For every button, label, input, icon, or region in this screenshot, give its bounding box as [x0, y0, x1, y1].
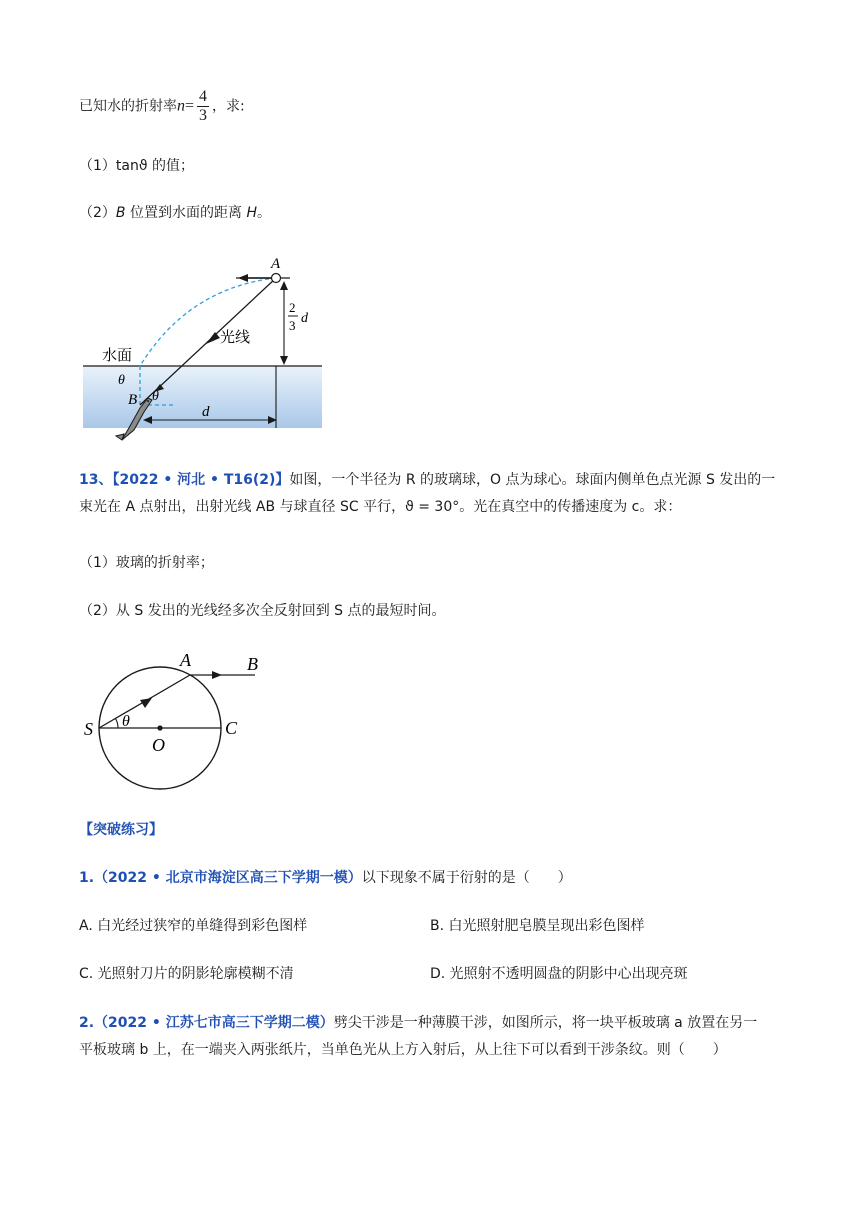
center-O-dot [157, 725, 162, 730]
label-C: C [225, 718, 238, 738]
q12-part2-mid: 位置到水面的距离 [125, 205, 247, 221]
p1-stem [79, 868, 572, 888]
label-theta-B: θ [152, 389, 159, 404]
label-theta: θ [122, 713, 130, 730]
p1-option-A: A. 白光经过狭窄的单缝得到彩色图样 [79, 918, 308, 934]
label-B: B [247, 654, 258, 674]
fraction-denominator: 3 [199, 107, 208, 124]
label-fraction-num: 2 [289, 300, 296, 315]
q13-line1: 如图，一个半径为 R 的玻璃球，O 点为球心。球面内侧单色点光源 S 发出的一 [289, 472, 776, 488]
label-water-surface: 水面 [102, 346, 133, 364]
q13-part2: （2）从 S 发出的光线经多次全反射回到 S 点的最短时间。 [79, 603, 446, 619]
q12-known-line [79, 88, 245, 125]
p2-source: 2.（2022 • 江苏七市高三下学期二模） [79, 1015, 334, 1031]
label-fraction-den: 3 [289, 318, 296, 333]
p2-line2: 平板玻璃 b 上，在一端夹入两张纸片，当单色光从上方入射后，从上往下可以看到干涉条纹。则（ ） [79, 1042, 727, 1058]
label-S: S [84, 719, 93, 739]
p1-source: 1.（2022 • 北京市海淀区高三下学期一模） [79, 870, 362, 886]
q13-line2: 束光在 A 点射出，出射光线 AB 与球直径 SC 平行，ϑ = 30°。光在真空中的传播速度为 c。求： [79, 499, 682, 515]
q12-part2-pre: （2） [79, 205, 116, 221]
label-light: 光线 [220, 328, 251, 346]
label-O: O [152, 735, 165, 755]
q12-part2-H: H [246, 205, 257, 221]
point-A-marker [272, 274, 281, 283]
label-fraction-d: d [301, 311, 308, 326]
label-theta-surface: θ [118, 373, 125, 388]
light-ray-arrowhead-upper [206, 332, 220, 344]
label-B: B [128, 392, 138, 408]
p1-option-D: D. 光照射不透明圆盘的阴影中心出现亮斑 [430, 966, 688, 982]
equals-sign: = [185, 97, 195, 115]
ray-AB-arrowhead [212, 671, 222, 679]
height-arrow-top [280, 281, 288, 290]
p2-line1: 劈尖干涉是一种薄膜干涉，如图所示，将一块平板玻璃 a 放置在另一 [333, 1015, 758, 1031]
q13-part1: （1）玻璃的折射率； [79, 555, 214, 571]
refractive-index-symbol: n [177, 97, 185, 115]
water-refraction-figure [78, 248, 328, 448]
label-A: A [180, 650, 191, 670]
label-A: A [271, 256, 281, 272]
theta-arc [116, 719, 119, 729]
p1-option-C: C. 光照射刀片的阴影轮廓模糊不清 [79, 966, 294, 982]
q13-source: 【2022 • 河北 • T16(2)】 [112, 472, 290, 488]
section-title: 【突破练习】 [79, 822, 163, 838]
q13-number: 13、 [79, 472, 113, 488]
fraction-numerator: 4 [199, 88, 208, 105]
velocity-arrowhead [238, 274, 248, 282]
p1-option-B: B. 白光照射肥皂膜呈现出彩色图样 [430, 918, 645, 934]
dashed-arc [140, 278, 276, 366]
p2-stem [79, 1010, 784, 1064]
q12-known-prefix: 已知水的折射率 [79, 98, 177, 115]
q12-part2-end: 。 [256, 205, 271, 221]
height-arrow-bottom [280, 356, 288, 365]
label-d-bottom: d [202, 404, 210, 420]
q13-stem [79, 467, 784, 521]
p1-stem-text: 以下现象不属于衍射的是（ ） [361, 870, 572, 886]
q12-part2-B: B [115, 205, 126, 221]
refractive-index-fraction [197, 88, 209, 125]
glass-sphere-figure [80, 648, 280, 798]
q12-part2 [79, 203, 271, 223]
q12-known-suffix: ，求: [212, 98, 245, 115]
q12-part1: （1）tanϑ 的值； [79, 158, 194, 174]
